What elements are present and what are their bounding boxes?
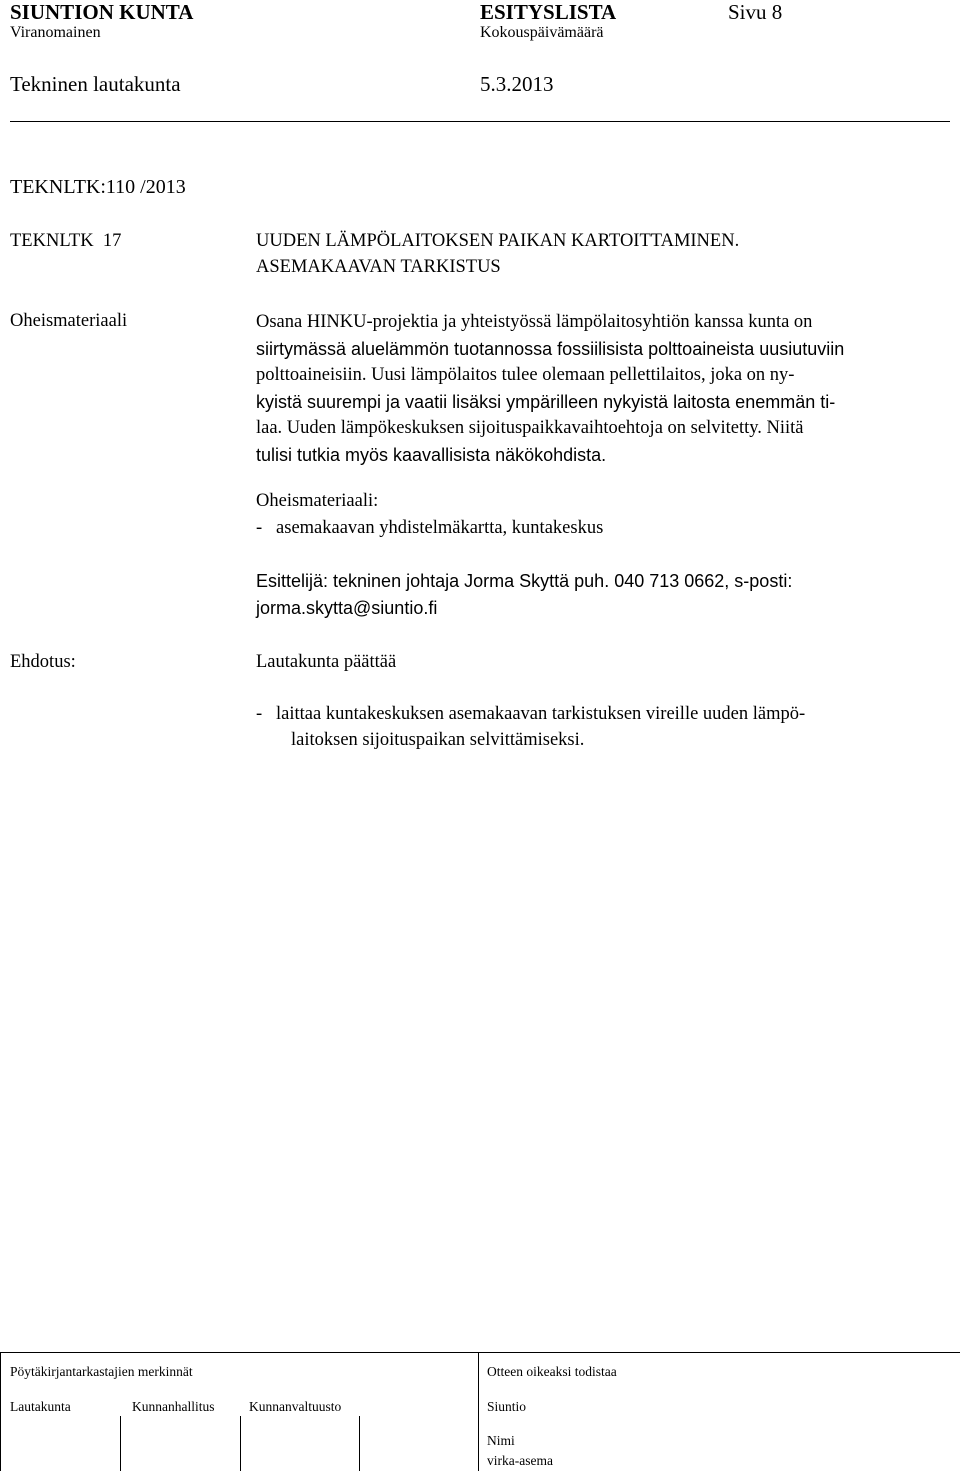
- footer-title-label: virka-asema: [487, 1453, 553, 1468]
- footer-top-border: [0, 1352, 960, 1353]
- case-code: TEKNLTK 17: [10, 231, 122, 251]
- reviewers-label: Pöytäkirjantarkastajien merkinnät: [10, 1364, 193, 1379]
- proposal-label: Ehdotus:: [10, 652, 76, 672]
- paragraph-line: polttoaineisiin. Uusi lämpölaitos tulee olemaan pellettilaitos, joka on ny-: [256, 365, 795, 385]
- paragraph-line: laa. Uuden lämpökeskuksen sijoituspaikkavaihtoehtoja on selvitetty. Niitä: [256, 418, 804, 438]
- decision-line1: - laittaa kuntakeskuksen asemakaavan tarkistuksen vireille uuden lämpö-: [256, 704, 806, 724]
- case-title-line2: ASEMAKAAVAN TARKISTUS: [256, 257, 501, 277]
- footer-divider: [478, 1352, 479, 1471]
- decision-intro: Lautakunta päättää: [256, 652, 397, 672]
- paragraph-line: siirtymässä aluelämmön tuotannossa fossiilisista polttoaineista uusiutuviin: [256, 338, 845, 359]
- paragraph-line: Osana HINKU-projektia ja yhteistyössä lämpölaitosyhtiön kanssa kunta on: [256, 312, 813, 332]
- org-name: SIUNTION KUNTA: [10, 0, 194, 24]
- document-type: ESITYSLISTA: [480, 0, 617, 24]
- case-title-line1: UUDEN LÄMPÖLAITOKSEN PAIKAN KARTOITTAMINEN.: [256, 231, 740, 251]
- section-label: Oheismateriaali: [10, 311, 128, 331]
- authority-label: Viranomainen: [10, 24, 101, 41]
- certified-label: Otteen oikeaksi todistaa: [487, 1364, 617, 1379]
- description-paragraph: [256, 309, 946, 468]
- footer-name-label: Nimi: [487, 1433, 515, 1448]
- decision-line2: laitoksen sijoituspaikan selvittämiseksi.: [291, 730, 585, 750]
- footer-col-divider: [240, 1416, 241, 1471]
- footer-col-divider: [359, 1416, 360, 1471]
- footer-col-divider: [120, 1416, 121, 1471]
- presenter-line1: Esittelijä: tekninen johtaja Jorma Skyttä puh. 040 713 0662, s-posti:: [256, 571, 793, 591]
- footer-col-kunnanvaltuusto: Kunnanvaltuusto: [249, 1399, 342, 1414]
- footer-col-kunnanhallitus: Kunnanhallitus: [132, 1399, 215, 1414]
- page-number: Sivu 8: [728, 0, 783, 24]
- authority-name: Tekninen lautakunta: [10, 72, 181, 96]
- footer-col-lautakunta: Lautakunta: [10, 1399, 71, 1414]
- case-reference: TEKNLTK:110 /2013: [10, 176, 186, 198]
- attachments-label: Oheismateriaali:: [256, 491, 379, 511]
- footer-left-border: [0, 1352, 1, 1471]
- paragraph-line: kyistä suurempi ja vaatii lisäksi ympärilleen nykyistä laitosta enemmän ti-: [256, 391, 836, 412]
- footer-place: Siuntio: [487, 1399, 527, 1414]
- paragraph-line: tulisi tutkia myös kaavallisista näkökohdista.: [256, 444, 607, 465]
- header-divider: [10, 121, 950, 122]
- presenter-email: jorma.skytta@siuntio.fi: [256, 598, 438, 618]
- attachment-item: - asemakaavan yhdistelmäkartta, kuntakeskus: [256, 518, 604, 538]
- meeting-date-label: Kokouspäivämäärä: [480, 24, 604, 41]
- meeting-date: 5.3.2013: [480, 72, 554, 96]
